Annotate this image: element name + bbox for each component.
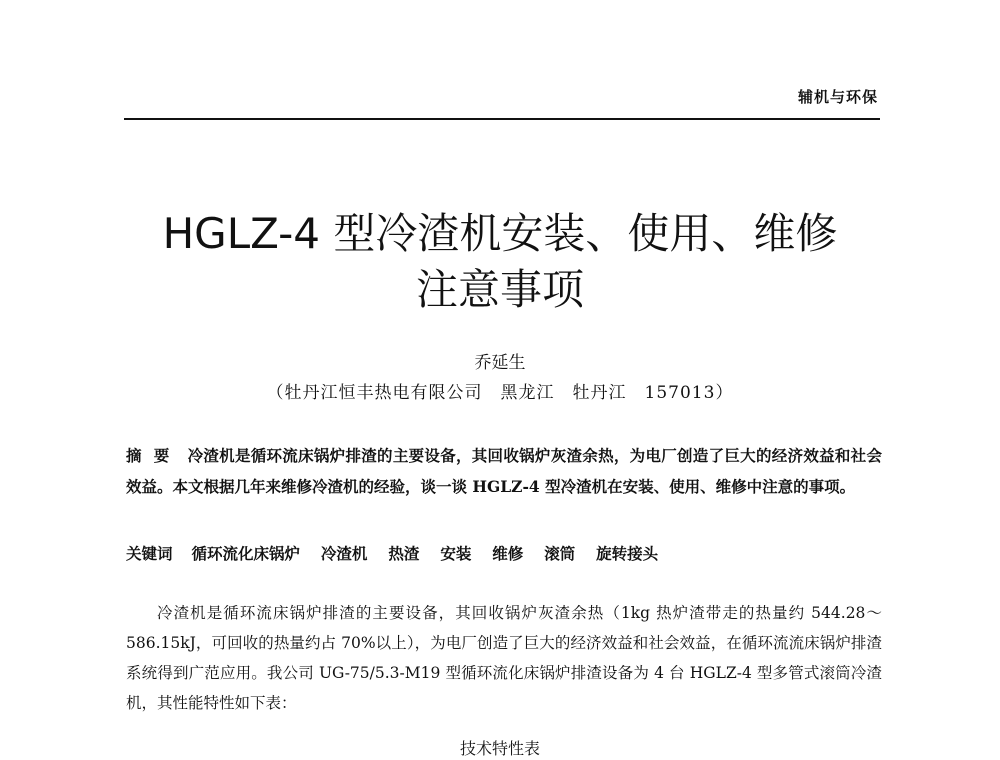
keywords-label: 关键词 bbox=[126, 544, 173, 563]
keyword-item: 滚筒 bbox=[544, 544, 576, 563]
keyword-item: 维修 bbox=[492, 544, 524, 563]
paper-title-line-1: HGLZ-4 型冷渣机安装、使用、维修 bbox=[162, 209, 838, 258]
keyword-item: 旋转接头 bbox=[596, 544, 659, 563]
table-caption: 技术特性表 bbox=[459, 739, 540, 758]
author-name: 乔延生 bbox=[474, 353, 526, 373]
keyword-item: 循环流化床锅炉 bbox=[191, 544, 300, 563]
abstract bbox=[126, 440, 882, 502]
paper-title-line-2: 注意事项 bbox=[415, 265, 584, 314]
keyword-item: 安装 bbox=[440, 544, 472, 563]
abstract-label: 摘要 bbox=[126, 446, 182, 465]
abstract-text: 冷渣机是循环流床锅炉排渣的主要设备，其回收锅炉灰渣余热，为电厂创造了巨大的经济效益和社会效益。本文根据几年来维修冷渣机的经验，谈一谈 HGLZ-4 型冷渣机在安装、使用、维修中注意的事项。 bbox=[126, 446, 882, 496]
keyword-item: 热渣 bbox=[388, 544, 420, 563]
running-header: 辅机与环保 bbox=[797, 88, 878, 106]
body-paragraph: 冷渣机是循环流床锅炉排渣的主要设备，其回收锅炉灰渣余热（1kg 热炉渣带走的热量约 544.28～586.15kJ，可回收的热量约占 70%以上），为电厂创造了巨大的经济效益和社会效益，在循环流流床锅炉排渣系统得到广范应用。我公司 UG-75/5.3-M19 型循环流化床锅炉排渣设备为 4 台 HGLZ-4 型多管式滚筒冷渣机，其性能特性如下表： bbox=[126, 604, 882, 712]
keyword-item: 冷渣机 bbox=[320, 544, 368, 563]
keywords bbox=[126, 540, 882, 568]
header-rule bbox=[124, 118, 880, 120]
author-affiliation: （牡丹江恒丰热电有限公司 黑龙江 牡丹江 157013） bbox=[266, 383, 734, 403]
